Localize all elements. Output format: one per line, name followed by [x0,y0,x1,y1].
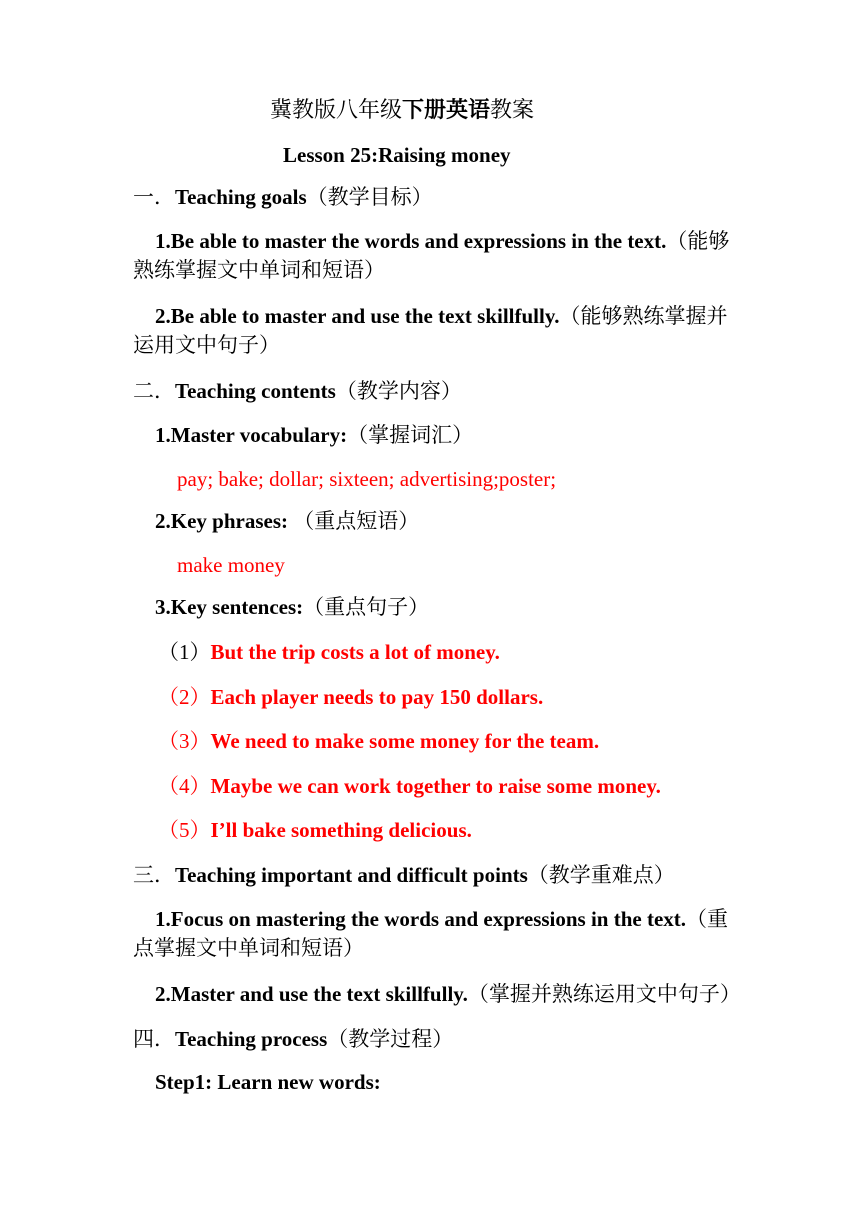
sentence-2: （2）Each player needs to pay 150 dollars. [158,685,544,709]
goal-2-cont: 运用文中句子） [133,333,280,357]
goal-1: 1.Be able to master the words and expressions in the text.（能够 [155,229,730,253]
step-1: Step1: Learn new words: [155,1070,381,1094]
section-important-points: 三．Teaching important and difficult points（教学重难点） [133,863,675,887]
sentence-3: （3）We need to make some money for the team. [158,729,600,753]
section-teaching-process: 四．Teaching process（教学过程） [133,1027,454,1051]
section-teaching-goals: 一．Teaching goals（教学目标） [133,185,433,209]
goal-1-cont: 熟练掌握文中单词和短语） [133,258,385,282]
master-vocabulary: 1.Master vocabulary:（掌握词汇） [155,423,474,447]
key-sentences: 3.Key sentences:（重点句子） [155,595,430,619]
point-1: 1.Focus on mastering the words and expressions in the text.（重 [155,907,729,931]
sentence-1: （1）But the trip costs a lot of money. [158,640,500,664]
goal-2: 2.Be able to master and use the text skillfully.（能够熟练掌握并 [155,304,728,328]
section-teaching-contents: 二．Teaching contents（教学内容） [133,379,462,403]
point-2: 2.Master and use the text skillfully.（掌握并熟练运用文中句子） [155,982,741,1006]
point-1-cont: 点掌握文中单词和短语） [133,936,364,960]
document-title: 冀教版八年级下册英语教案 [270,97,535,122]
sentence-4: （4）Maybe we can work together to raise some money. [158,774,661,798]
vocabulary-words: pay; bake; dollar; sixteen; advertising;poster; [177,467,557,491]
lesson-title: Lesson 25:Raising money [283,143,511,167]
key-phrases: 2.Key phrases: （重点短语） [155,509,420,533]
phrase-list: make money [177,553,285,577]
sentence-5: （5）I’ll bake something delicious. [158,818,472,842]
